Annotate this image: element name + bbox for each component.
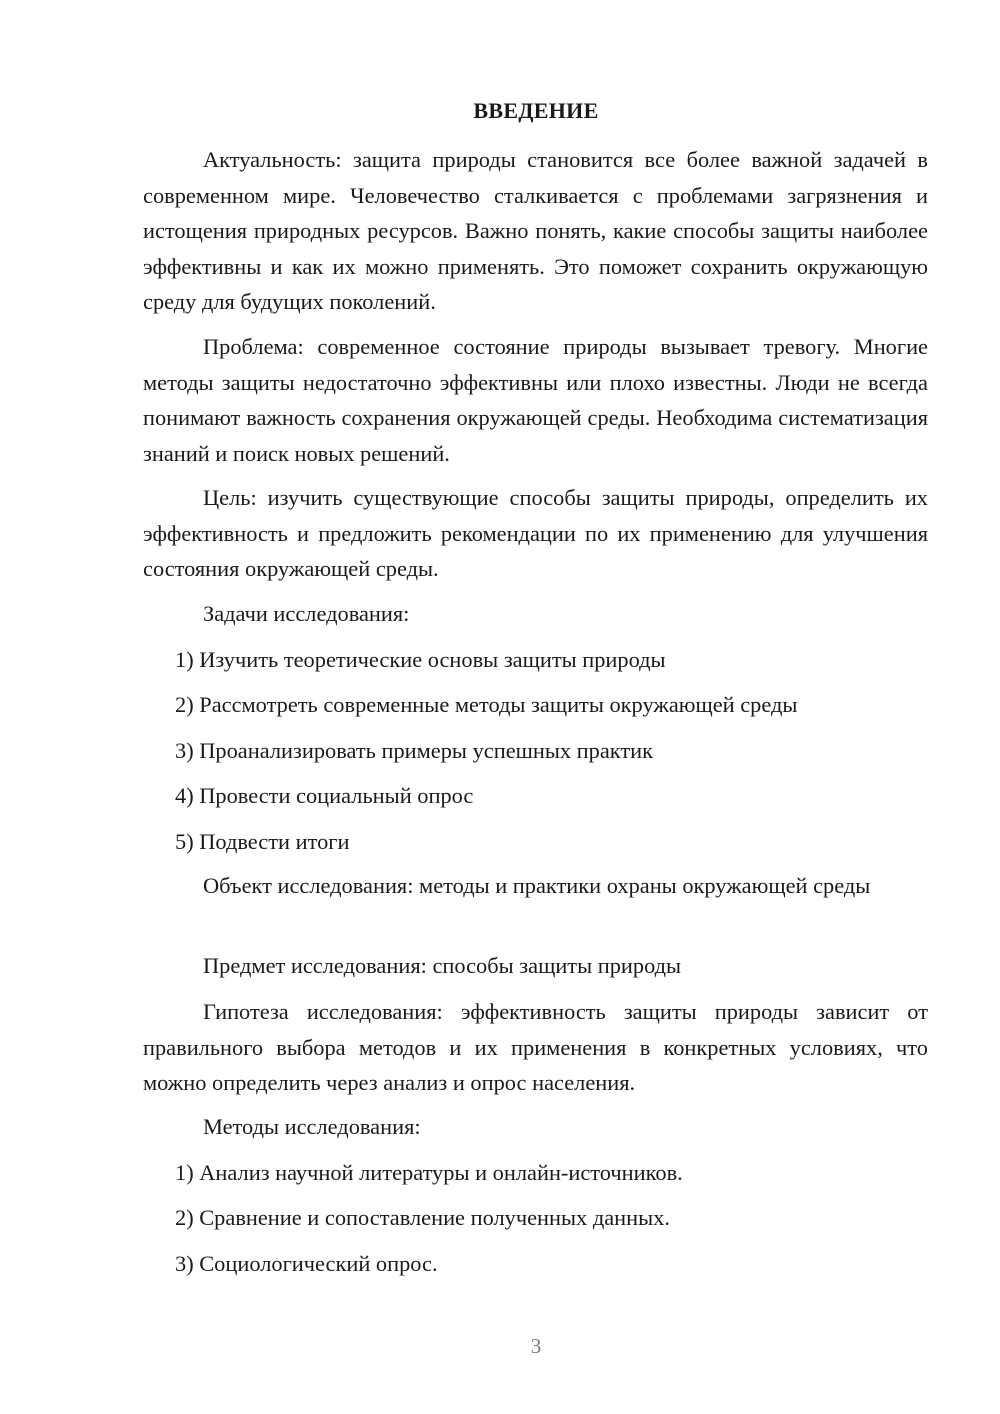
object-paragraph <box>143 868 928 904</box>
page-title: ВВЕДЕНИЕ <box>473 98 599 123</box>
methods-label: Методы исследования: <box>203 1114 421 1139</box>
paragraph-object: Объект исследования: методы и практики охраны окружающей среды <box>203 873 871 898</box>
methods-section <box>143 1109 928 1286</box>
task-item: 3) Проанализировать примеры успешных практик <box>175 737 654 763</box>
task-item: 4) Провести социальный опрос <box>175 783 474 808</box>
problem-paragraph <box>143 329 928 471</box>
paragraph-goal: Цель: изучить существующие способы защиты природы, определить их эффективность и предложить рекомендации по их применению для улучшения состояния окружающей среды. <box>143 485 928 581</box>
paragraph-relevance: Актуальность: защита природы становится все более важной задачей в современном мире. Человечество сталкивается с проблемами загрязнения и истощения природных ресурсов. Важно понять, какие способы защиты наиболее эффективны и как их можно применять. Это поможет сохранить окружающую среду для будущих поколений. <box>143 147 928 314</box>
page-number: 3 <box>530 1334 542 1358</box>
task-item: 2) Рассмотреть современные методы защиты окружающей среды <box>175 692 798 717</box>
method-item: 1) Анализ научной литературы и онлайн-источников. <box>175 1159 683 1185</box>
paragraph-problem: Проблема: современное состояние природы вызывает тревогу. Многие методы защиты недостаточно эффективны или плохо известны. Люди не всегда понимают важность сохранения окружающей среды. Необходима систематизация знаний и поиск новых решений. <box>143 334 928 466</box>
task-item: 1) Изучить теоретические основы защиты природы <box>175 646 666 672</box>
method-item: 3) Социологический опрос. <box>175 1250 438 1276</box>
subject-paragraph <box>143 948 928 984</box>
task-item: 5) Подвести итоги <box>175 828 350 854</box>
tasks-label: Задачи исследования: <box>203 601 410 626</box>
paragraph-hypothesis: Гипотеза исследования: эффективность защиты природы зависит от правильного выбора методов и их применения в конкретных условиях, что можно определить через анализ и опрос населения. <box>143 999 928 1095</box>
relevance-paragraph <box>143 142 928 320</box>
hypothesis-paragraph <box>143 994 928 1101</box>
paragraph-subject: Предмет исследования: способы защиты природы <box>203 953 682 978</box>
tasks-section <box>143 596 928 864</box>
goal-paragraph <box>143 480 928 587</box>
method-item: 2) Сравнение и сопоставление полученных данных. <box>175 1205 670 1230</box>
